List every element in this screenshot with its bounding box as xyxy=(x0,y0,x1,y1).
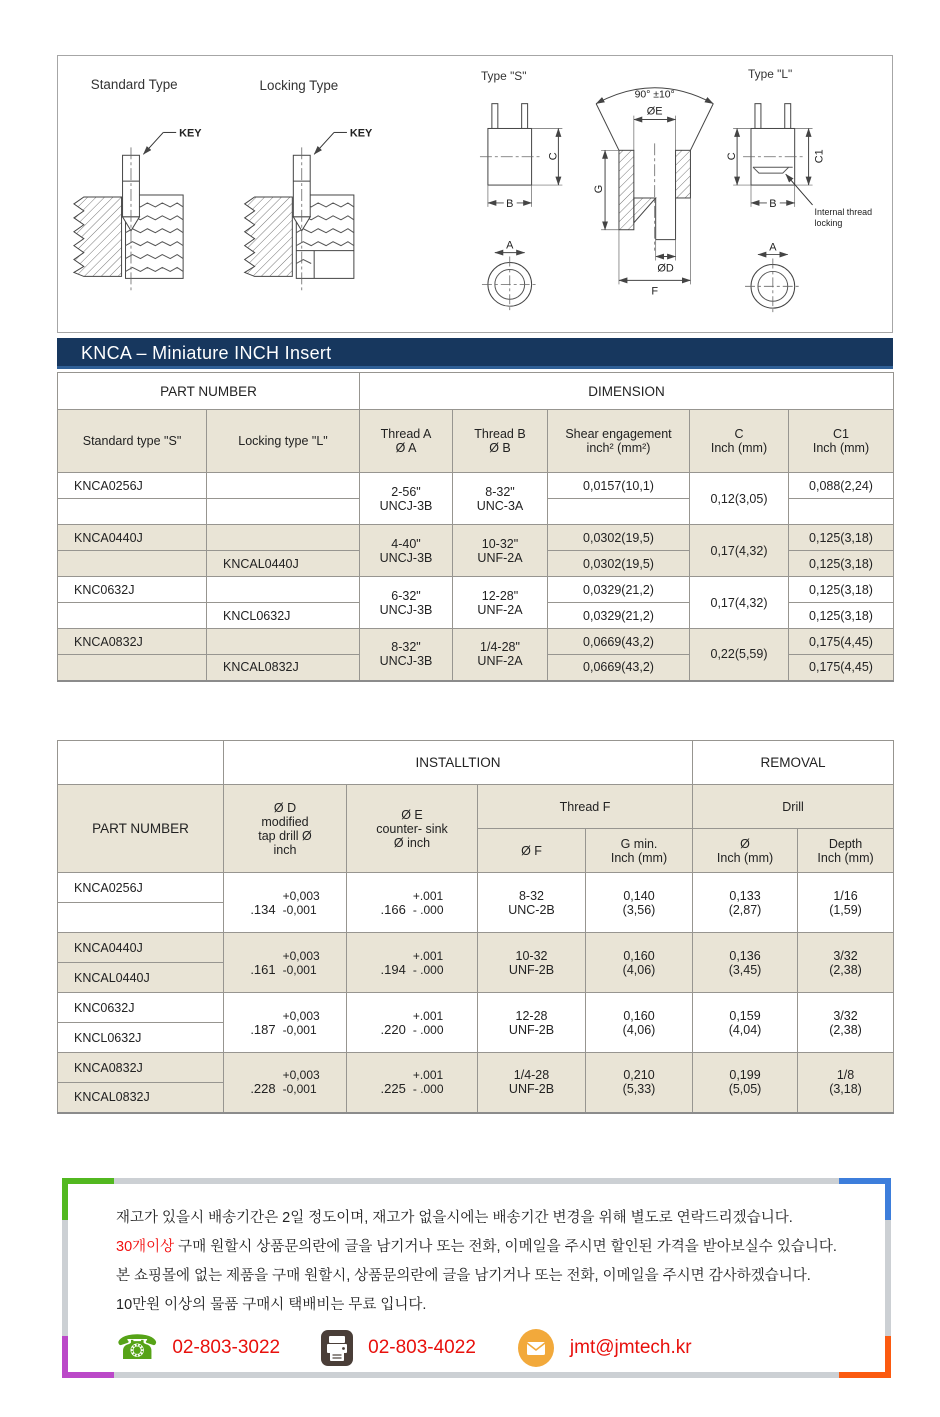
col-locking-type: Locking type "L" xyxy=(207,410,360,473)
installation-header: INSTALLTION xyxy=(224,741,693,785)
depth-mm: (3,18) xyxy=(829,1082,862,1097)
type-l-drawing xyxy=(726,67,872,314)
col-d-l3: tap drill Ø xyxy=(258,828,312,843)
cell-e xyxy=(347,873,478,933)
f-class: UNF-2B xyxy=(508,1022,555,1037)
dim-a-label: A xyxy=(506,239,514,252)
table-row xyxy=(58,629,894,655)
col-shear-l2: inch² (mm²) xyxy=(586,441,651,455)
notice-line-2-rest: 구매 원할시 상품문의란에 글을 남기거나 또는 전화, 이메일을 주시면 할인된 가격을 받아보실수 있습니다. xyxy=(174,1239,837,1255)
cell-c1: 0,125(3,18) xyxy=(789,603,894,629)
phone-number: 02-803-3022 xyxy=(172,1337,281,1358)
cell-depth xyxy=(798,873,894,933)
cell-removal-d xyxy=(693,1053,798,1113)
cell-depth xyxy=(798,1053,894,1113)
cell-removal-d xyxy=(693,993,798,1053)
col-drill-group: Drill xyxy=(693,785,894,829)
f-size: 10-32 xyxy=(515,948,548,963)
key-label: KEY xyxy=(349,127,373,140)
thread-b-class: UNF-2A xyxy=(477,550,523,565)
cell-depth xyxy=(798,933,894,993)
cell-std: KNC0632J xyxy=(58,577,207,603)
col-depth-l2: Inch (mm) xyxy=(817,850,874,865)
cell-lock xyxy=(207,525,360,551)
col-rd-l1: Ø xyxy=(740,836,750,851)
g-inch: 0,160 xyxy=(623,1008,655,1023)
cell-std: KNCA0440J xyxy=(58,525,207,551)
e-base: .225 xyxy=(380,1081,406,1097)
cell-thread-a xyxy=(360,577,453,629)
col-thread-f-group: Thread F xyxy=(478,785,693,829)
col-thread-a-l2: Ø A xyxy=(395,441,417,455)
cell-thread-b xyxy=(453,473,548,525)
d-base: .161 xyxy=(250,961,276,977)
depth-inch: 3/32 xyxy=(833,1008,858,1023)
cell-e xyxy=(347,933,478,993)
cell-shear: 0,0157(10,1) xyxy=(548,473,690,499)
g-inch: 0,160 xyxy=(623,948,655,963)
dimension-header: DIMENSION xyxy=(360,373,894,410)
cell-shear: 0,0302(19,5) xyxy=(548,525,690,551)
cell-thread-b xyxy=(453,629,548,681)
cell-lock: KNCL0632J xyxy=(58,1023,224,1053)
thread-a-class: UNCJ-3B xyxy=(379,550,433,565)
e-minus: - .000 xyxy=(412,1082,444,1097)
shipping-notice-box xyxy=(62,1178,891,1378)
col-c1-l2: Inch (mm) xyxy=(812,441,870,455)
col-c xyxy=(690,410,789,473)
insert-drawings xyxy=(58,56,892,332)
cell-d xyxy=(224,993,347,1053)
cell-lock xyxy=(207,577,360,603)
dim-b-label: B xyxy=(506,197,514,210)
e-base: .194 xyxy=(380,961,406,977)
table-row xyxy=(58,933,894,963)
cell-f xyxy=(478,1053,586,1113)
thread-b-size: 10-32" xyxy=(481,536,519,551)
col-c1-l1: C1 xyxy=(833,427,849,441)
cell-shear: 0,0669(43,2) xyxy=(548,629,690,655)
locking-type-drawing xyxy=(245,78,373,291)
rd-mm: (3,45) xyxy=(728,962,762,977)
cell-c1: 0,175(4,45) xyxy=(789,629,894,655)
d-minus: -0,001 xyxy=(282,1082,317,1097)
col-standard-type: Standard type "S" xyxy=(58,410,207,473)
col-rd-l2: Inch (mm) xyxy=(716,850,774,865)
cell-thread-a xyxy=(360,629,453,681)
table-row xyxy=(58,525,894,551)
dim-g-label: G xyxy=(593,184,606,194)
d-plus: +0,003 xyxy=(282,1008,320,1023)
cell-f xyxy=(478,993,586,1053)
col-thread-b-l2: Ø B xyxy=(489,441,511,455)
cell-g xyxy=(586,993,693,1053)
rd-inch: 0,199 xyxy=(729,1068,761,1083)
cell-c1 xyxy=(789,499,894,525)
cell-lock xyxy=(207,499,360,525)
part-number-header: PART NUMBER xyxy=(58,373,360,410)
cell-c1: 0,175(4,45) xyxy=(789,655,894,681)
g-inch: 0,140 xyxy=(623,888,655,903)
cell-shear: 0,0329(21,2) xyxy=(548,603,690,629)
cell-removal-d xyxy=(693,933,798,993)
col-e xyxy=(347,785,478,873)
d-base: .228 xyxy=(250,1081,276,1097)
e-base: .166 xyxy=(380,901,406,917)
col-shear-l1: Shear engagement xyxy=(565,427,672,441)
cell-removal-d xyxy=(693,873,798,933)
cell-thread-a xyxy=(360,525,453,577)
dim-a-label: A xyxy=(769,241,777,254)
depth-mm: (2,38) xyxy=(829,962,862,977)
cell-lock: KNCAL0832J xyxy=(58,1083,224,1113)
cell-e xyxy=(347,1053,478,1113)
col-d-l1: Ø D xyxy=(273,800,297,815)
cell-d xyxy=(224,1053,347,1113)
dim-d-label: ØD xyxy=(657,262,674,275)
cell-f xyxy=(478,873,586,933)
cell-g xyxy=(586,1053,693,1113)
g-mm: (4,06) xyxy=(622,962,656,977)
f-class: UNF-2B xyxy=(508,962,555,977)
corner-cell xyxy=(58,741,224,785)
dim-c-label: C xyxy=(726,152,739,161)
cell-std xyxy=(58,603,207,629)
cell-thread-a xyxy=(360,473,453,525)
thread-b-class: UNF-2A xyxy=(477,654,523,669)
col-depth xyxy=(798,829,894,873)
e-base: .220 xyxy=(380,1021,406,1037)
thread-a-size: 2-56" xyxy=(391,484,421,499)
standard-type-label: Standard Type xyxy=(90,76,178,92)
cell-e xyxy=(347,993,478,1053)
type-s-label: Type "S" xyxy=(480,68,527,83)
dimension-table xyxy=(57,372,894,682)
cell-c1: 0,125(3,18) xyxy=(789,577,894,603)
col-d-l2: modified xyxy=(261,814,309,829)
cell-d xyxy=(224,873,347,933)
contact-row xyxy=(116,1328,885,1368)
cell-thread-b xyxy=(453,577,548,629)
e-plus: +.001 xyxy=(412,948,444,963)
removal-header: REMOVAL xyxy=(693,741,894,785)
installation-removal-table xyxy=(57,740,894,1114)
table-row xyxy=(58,873,894,903)
e-minus: - .000 xyxy=(412,1022,444,1037)
type-l-label: Type "L" xyxy=(748,66,793,81)
thread-b-size: 8-32" xyxy=(485,484,515,499)
fax-icon xyxy=(320,1329,354,1367)
rd-inch: 0,159 xyxy=(729,1008,761,1023)
technical-drawings-panel xyxy=(57,55,893,333)
cell-lock: KNCL0632J xyxy=(207,603,360,629)
notice-line-4: 10만원 이상의 물품 구매시 택배비는 무료 입니다. xyxy=(116,1297,427,1313)
g-mm: (5,33) xyxy=(622,1082,656,1097)
dim-e-label: ØE xyxy=(646,105,663,118)
col-e-l1: Ø E xyxy=(401,807,423,822)
d-minus: -0,001 xyxy=(282,902,317,917)
e-plus: +.001 xyxy=(412,1008,444,1023)
col-e-l2: counter- sink xyxy=(376,821,448,836)
dim-f-label: F xyxy=(651,285,659,298)
col-removal-d xyxy=(693,829,798,873)
notice-line-2-highlight: 30개이상 xyxy=(116,1239,175,1255)
f-class: UNC-2B xyxy=(508,902,555,917)
g-mm: (4,06) xyxy=(622,1022,656,1037)
fax-number: 02-803-4022 xyxy=(368,1337,476,1358)
notice-line-3: 본 쇼핑몰에 없는 제품을 구매 원할시, 상품문의란에 글을 남기거나 또는 전화, 이메일을 주시면 감사하겠습니다. xyxy=(116,1268,811,1284)
table-row xyxy=(58,473,894,499)
cell-lock: KNCAL0440J xyxy=(207,551,360,577)
page-title: KNCA – Miniature INCH Insert xyxy=(57,338,893,369)
cell-c: 0,17(4,32) xyxy=(690,525,789,577)
thread-a-class: UNCJ-3B xyxy=(379,498,433,513)
col-d-l4: inch xyxy=(273,842,297,857)
cell-std: KNCA0440J xyxy=(58,933,224,963)
cell-std xyxy=(58,551,207,577)
table-subheader-row xyxy=(58,785,894,829)
cell-c: 0,12(3,05) xyxy=(690,473,789,525)
thread-a-class: UNCJ-3B xyxy=(379,654,433,669)
col-c1 xyxy=(789,410,894,473)
col-e-l3: Ø inch xyxy=(393,835,431,850)
rd-mm: (5,05) xyxy=(728,1082,762,1097)
corner-accent-blue xyxy=(839,1178,891,1220)
cell-lock xyxy=(58,903,224,933)
depth-mm: (1,59) xyxy=(829,902,862,917)
cell-std: KNCA0256J xyxy=(58,473,207,499)
depth-inch: 1/16 xyxy=(833,888,858,903)
cell-lock xyxy=(207,473,360,499)
col-c-l1: C xyxy=(734,427,744,441)
cell-std: KNCA0256J xyxy=(58,873,224,903)
col-g xyxy=(586,829,693,873)
thread-b-size: 12-28" xyxy=(481,588,519,603)
part-number-header: PART NUMBER xyxy=(58,785,224,873)
cell-c: 0,17(4,32) xyxy=(690,577,789,629)
col-thread-a-l1: Thread A xyxy=(380,427,432,441)
corner-accent-orange xyxy=(839,1336,891,1378)
key-label: KEY xyxy=(179,127,202,140)
rd-mm: (2,87) xyxy=(728,902,762,917)
d-plus: +0,003 xyxy=(282,888,320,903)
f-size: 12-28 xyxy=(515,1008,548,1023)
g-mm: (3,56) xyxy=(622,902,656,917)
d-base: .187 xyxy=(250,1021,276,1037)
dim-c1-label: C1 xyxy=(813,149,826,164)
d-base: .134 xyxy=(250,901,276,917)
col-thread-b xyxy=(453,410,548,473)
cell-g xyxy=(586,873,693,933)
cell-c1: 0,125(3,18) xyxy=(789,525,894,551)
cell-std: KNCA0832J xyxy=(58,1053,224,1083)
cell-lock: KNCAL0832J xyxy=(207,655,360,681)
e-minus: - .000 xyxy=(412,902,444,917)
depth-mm: (2,38) xyxy=(829,1022,862,1037)
table-subheader-row xyxy=(58,410,894,473)
cell-lock: KNCAL0440J xyxy=(58,963,224,993)
dim-b-label: B xyxy=(769,197,777,210)
thread-a-size: 4-40" xyxy=(391,536,421,551)
cross-section-drawing xyxy=(593,88,713,298)
col-g-l2: Inch (mm) xyxy=(610,850,668,865)
d-minus: -0,001 xyxy=(282,1022,317,1037)
cell-shear: 0,0329(21,2) xyxy=(548,577,690,603)
d-minus: -0,001 xyxy=(282,962,317,977)
thread-b-size: 1/4-28" xyxy=(480,640,520,655)
corner-accent-purple xyxy=(62,1336,114,1378)
thread-a-size: 6-32" xyxy=(391,588,421,603)
table-row xyxy=(58,993,894,1023)
locking-type-label: Locking Type xyxy=(259,77,339,93)
col-shear xyxy=(548,410,690,473)
f-size: 1/4-28 xyxy=(513,1068,550,1083)
cell-g xyxy=(586,933,693,993)
table-header-row xyxy=(58,373,894,410)
f-class: UNF-2B xyxy=(508,1082,555,1097)
cell-std xyxy=(58,655,207,681)
table-row xyxy=(58,577,894,603)
table-header-row xyxy=(58,741,894,785)
cell-std xyxy=(58,499,207,525)
table-row xyxy=(58,1053,894,1083)
rd-inch: 0,136 xyxy=(729,948,761,963)
rd-mm: (4,04) xyxy=(728,1022,762,1037)
e-plus: +.001 xyxy=(412,1068,444,1083)
internal-thread-locking-label: Internal thread xyxy=(814,206,873,217)
col-g-l1: G min. xyxy=(620,836,658,851)
d-plus: +0,003 xyxy=(282,1068,320,1083)
cell-depth xyxy=(798,993,894,1053)
standard-type-drawing xyxy=(74,77,202,291)
thread-b-class: UNC-3A xyxy=(476,498,524,513)
rd-inch: 0,133 xyxy=(729,888,761,903)
g-inch: 0,210 xyxy=(623,1068,655,1083)
type-s-drawing xyxy=(480,69,562,312)
e-minus: - .000 xyxy=(412,962,444,977)
e-plus: +.001 xyxy=(412,888,444,903)
cell-shear: 0,0302(19,5) xyxy=(548,551,690,577)
col-c-l2: Inch (mm) xyxy=(710,441,768,455)
cell-c1: 0,088(2,24) xyxy=(789,473,894,499)
d-plus: +0,003 xyxy=(282,948,320,963)
dim-c-label: C xyxy=(547,152,560,161)
f-size: 8-32 xyxy=(518,888,545,903)
cell-shear: 0,0669(43,2) xyxy=(548,655,690,681)
depth-inch: 1/8 xyxy=(836,1068,855,1083)
phone-icon: ☎ xyxy=(116,1329,159,1367)
corner-accent-green xyxy=(62,1178,114,1220)
email-link[interactable]: jmt@jmtech.kr xyxy=(569,1337,692,1358)
notice-line-1: 재고가 있을시 배송기간은 2일 정도이며, 재고가 없을시에는 배송기간 변경을 위해 별도로 연락드리겠습니다. xyxy=(116,1210,793,1226)
col-thread-b-l1: Thread B xyxy=(474,427,526,441)
depth-inch: 3/32 xyxy=(833,948,858,963)
cell-thread-b xyxy=(453,525,548,577)
cell-c1: 0,125(3,18) xyxy=(789,551,894,577)
angle-label: 90° ±10° xyxy=(634,89,675,101)
notice-line-2 xyxy=(116,1233,865,1262)
cell-std: KNC0632J xyxy=(58,993,224,1023)
thread-a-class: UNCJ-3B xyxy=(379,602,433,617)
cell-f xyxy=(478,933,586,993)
internal-thread-locking-label2: locking xyxy=(814,217,843,228)
col-f: Ø F xyxy=(478,829,586,873)
col-depth-l1: Depth xyxy=(828,836,863,851)
col-d xyxy=(224,785,347,873)
col-thread-a xyxy=(360,410,453,473)
cell-c: 0,22(5,59) xyxy=(690,629,789,681)
cell-d xyxy=(224,933,347,993)
email-icon xyxy=(516,1328,556,1368)
thread-b-class: UNF-2A xyxy=(477,602,523,617)
cell-shear xyxy=(548,499,690,525)
cell-lock xyxy=(207,629,360,655)
thread-a-size: 8-32" xyxy=(391,640,421,655)
cell-std: KNCA0832J xyxy=(58,629,207,655)
